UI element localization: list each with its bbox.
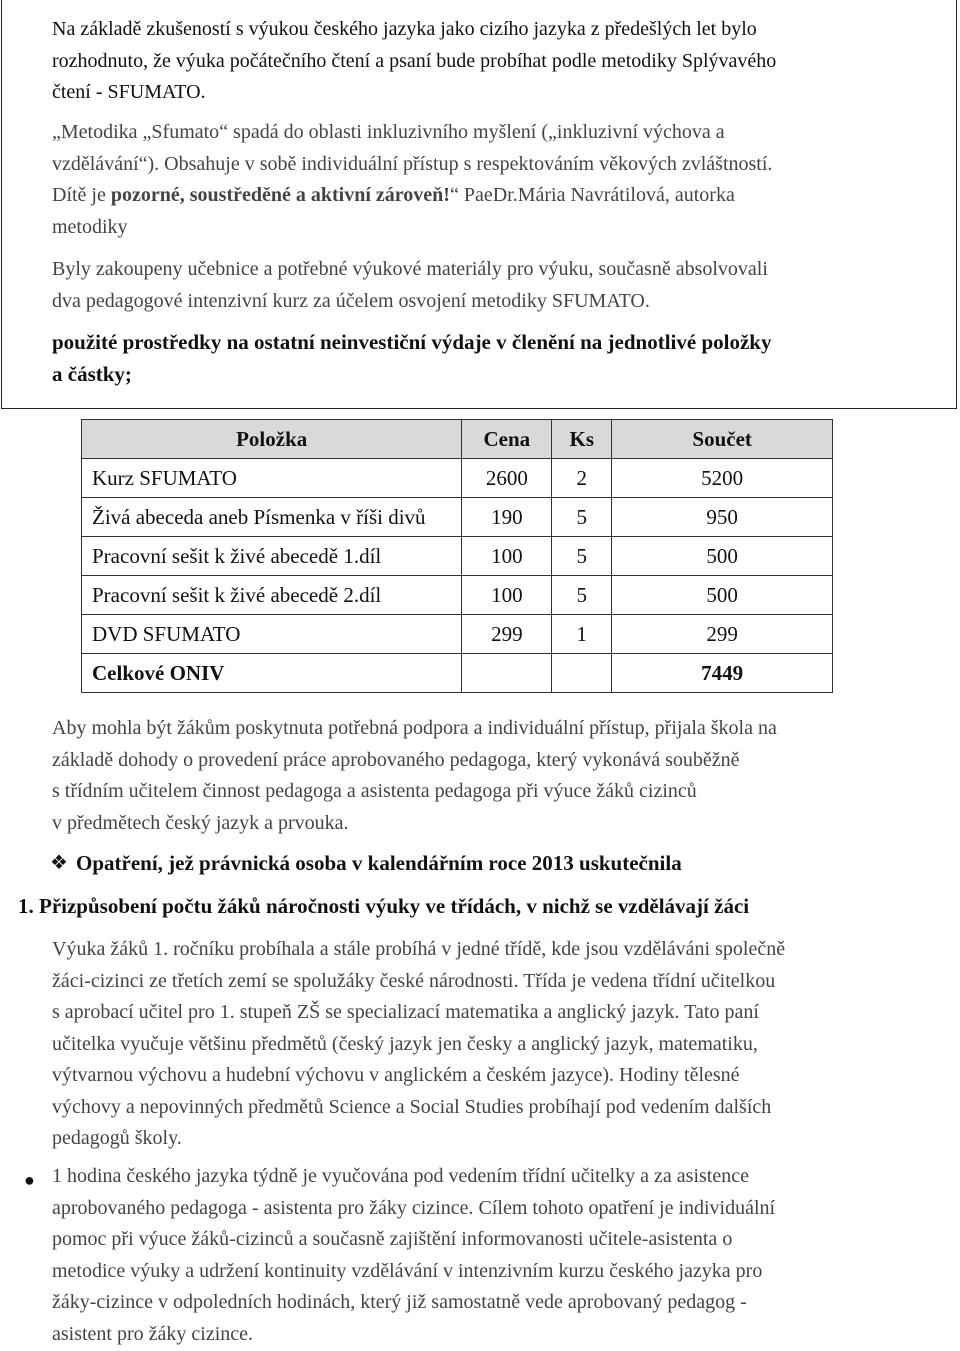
text-line: s aprobací učitel pro 1. stupeň ZŠ se specializací matematika a anglický jazyk. Tato paní [52, 1001, 759, 1023]
text-line: v předmětech český jazyk a prvouka. [52, 811, 349, 834]
quote-attribution: “ PaeDr.Mária Navrátilová, autorka [449, 184, 735, 206]
diamond-bullet-icon: ❖ [50, 852, 68, 874]
table-row [82, 459, 833, 498]
item-name: Pracovní sešit k živé abecedě 1.díl [82, 537, 462, 576]
table-row [82, 615, 833, 654]
text-line [52, 180, 910, 212]
item-count: 5 [552, 576, 612, 615]
column-header: Ks [552, 420, 612, 459]
item-count: 5 [552, 537, 612, 576]
heading-line: a částky; [52, 361, 132, 386]
item-name: Pracovní sešit k živé abecedě 2.díl [82, 576, 462, 615]
table-row [82, 498, 833, 537]
text-line: „Metodika „Sfumato“ spadá do oblasti inkluzivního myšlení („inkluzivní výchova a [52, 121, 725, 143]
item-price: 190 [462, 498, 552, 537]
item-name: DVD SFUMATO [82, 615, 462, 654]
item-name: Živá abeceda aneb Písmenka v říši divů [82, 498, 462, 537]
text-line: žáci-cizinci ze třetích zemí se spolužáky české národnosti. Třída je vedena třídní učitelkou [52, 969, 776, 992]
text-line: výchovy a nepovinných předmětů Science a Social Studies probíhají pod vedením dalších [52, 1095, 772, 1118]
item-price: 299 [462, 615, 552, 654]
quote-paragraph [52, 117, 910, 243]
text-line: pomoc při výuce žáků-cizinců a současně zajištění informovanosti učitele-asistenta o [52, 1228, 733, 1250]
column-header: Cena [462, 420, 552, 459]
text-line: Na základě zkušeností s výukou českého jazyka jako cizího jazyka z předešlých let bylo [52, 18, 757, 40]
text-line: žáky-cizince v odpoledních hodinách, který již samostatně vede aprobovaný pedagog - [52, 1291, 747, 1313]
total-label: Celkové ONIV [82, 654, 462, 693]
materials-paragraph [52, 254, 910, 317]
measures-heading: Opatření, jež právnická osoba v kalendářním roce 2013 uskutečnila [76, 851, 682, 875]
total-value: 7449 [612, 654, 833, 693]
item-sum: 500 [612, 537, 833, 576]
table-row [82, 576, 833, 615]
text-line: učitelka vyučuje většinu předmětů (český jazyk jen česky a anglický jazyk, matematiku, [52, 1032, 758, 1055]
item-name: Kurz SFUMATO [82, 459, 462, 498]
text-line: 1 hodina českého jazyka týdně je vyučována pod vedením třídní učitelky a za asistence [52, 1165, 749, 1187]
intro-paragraph [52, 14, 910, 109]
column-header: Položka [82, 420, 462, 459]
text-line: metodice výuky a udržení kontinuity vzdělávání v intenzivním kurzu českého jazyka pro [52, 1259, 763, 1282]
text-line: čtení - SFUMATO. [52, 81, 206, 103]
text-line: základě dohody o provedení práce aprobovaného pedagoga, který vykonává souběžně [52, 748, 740, 771]
item-price: 100 [462, 576, 552, 615]
text-line: vzdělávání“). Obsahuje v sobě individuální přístup s respektováním věkových zvláštností. [52, 152, 773, 175]
text-line: Výuka žáků 1. ročníku probíhala a stále probíhá v jedné třídě, kde jsou vzděláváni společně [52, 938, 786, 960]
empty-cell [462, 654, 552, 693]
column-header: Součet [612, 420, 833, 459]
text-line: metodiky [52, 215, 128, 238]
bullet-icon: ● [24, 1170, 35, 1190]
text-line: Byly zakoupeny učebnice a potřebné výukové materiály pro výuku, současně absolvovali [52, 258, 768, 280]
empty-cell [552, 654, 612, 693]
support-paragraph [52, 713, 910, 839]
numbered-heading: 1. Přizpůsobení počtu žáků náročnosti výuky ve třídách, v nichž se vzdělávají žáci [18, 894, 750, 918]
text-line: asistent pro žáky cizince. [52, 1322, 254, 1345]
quote-text: Dítě je [52, 184, 111, 206]
heading-line: použité prostředky na ostatní neinvestiční výdaje v členění na jednotlivé položky [52, 330, 772, 354]
item-sum: 500 [612, 576, 833, 615]
text-line: pedagogů školy. [52, 1127, 182, 1149]
text-line: dva pedagogové intenzivní kurz za účelem osvojení metodiky SFUMATO. [52, 289, 650, 312]
item-sum: 5200 [612, 459, 833, 498]
table-row [82, 537, 833, 576]
item-price: 2600 [462, 459, 552, 498]
text-line: Aby mohla být žákům poskytnuta potřebná podpora a individuální přístup, přijala škola na [52, 717, 777, 739]
item-sum: 299 [612, 615, 833, 654]
table-total-row [82, 654, 833, 693]
item-price: 100 [462, 537, 552, 576]
item-sum: 950 [612, 498, 833, 537]
table-header-row [82, 420, 833, 459]
item-count: 5 [552, 498, 612, 537]
item-count: 1 [552, 615, 612, 654]
section-heading [52, 327, 910, 390]
text-line: aprobovaného pedagoga - asistenta pro žáky cizince. Cílem tohoto opatření je individuální [52, 1196, 776, 1219]
expenses-table [81, 419, 833, 693]
text-line: výtvarnou výchovu a hudební výchovu v anglickém a českém jazyce). Hodiny tělesné [52, 1064, 740, 1086]
quote-emphasis: pozorné, soustředěné a aktivní zároveň! [110, 184, 450, 206]
text-line: s třídním učitelem činnost pedagoga a asistenta pedagoga při výuce žáků cizinců [52, 780, 697, 802]
item-count: 2 [552, 459, 612, 498]
text-line: rozhodnuto, že výuka počátečního čtení a psaní bude probíhat podle metodiky Splývavého [52, 49, 777, 72]
class-paragraph [52, 934, 910, 1155]
bullet-paragraph [52, 1161, 910, 1350]
